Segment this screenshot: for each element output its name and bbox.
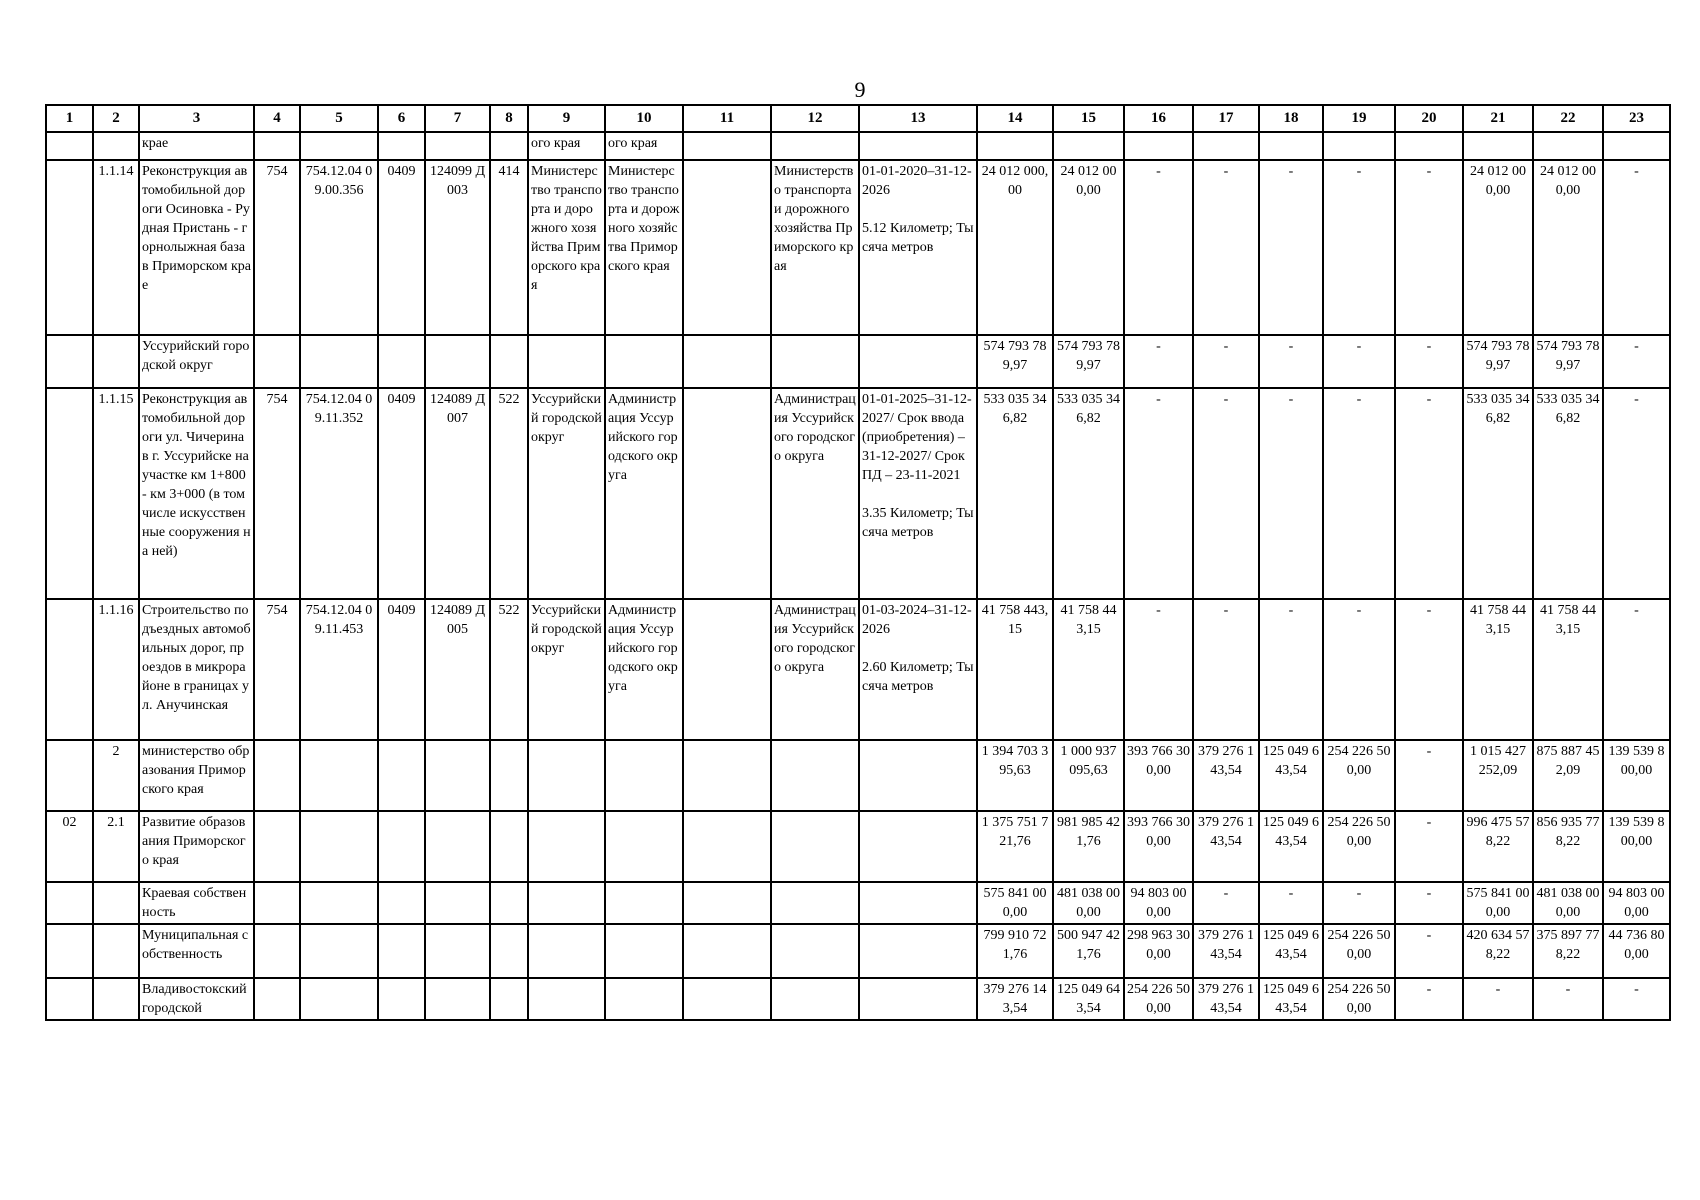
cell-col-2 (93, 978, 139, 1020)
cell-col-6 (378, 978, 425, 1020)
cell-col-9 (528, 882, 605, 924)
cell-col-6 (378, 882, 425, 924)
cell-col-13 (859, 978, 977, 1020)
cell-col-23: - (1603, 978, 1670, 1020)
cell-col-15: 574 793 789,97 (1053, 335, 1124, 388)
cell-col-21: 533 035 346,82 (1463, 388, 1533, 599)
cell-col-19: 254 226 500,00 (1323, 740, 1395, 811)
cell-col-13: 01-01-2025–31-12-2027/ Срок ввода (приобретения) – 31-12-2027/ Срок ПД – 23-11-2021 3.35 Километр; Тысяча метров (859, 388, 977, 599)
cell-col-11 (683, 335, 771, 388)
cell-col-18: 125 049 643,54 (1259, 978, 1323, 1020)
cell-col-12 (771, 740, 859, 811)
cell-col-4 (254, 132, 300, 160)
cell-col-4: 754 (254, 388, 300, 599)
cell-col-5 (300, 924, 378, 978)
cell-col-11 (683, 132, 771, 160)
column-header-19: 19 (1323, 105, 1395, 132)
cell-col-3: Строительство подъездных автомобильных дорог, проездов в микрорайоне в границах ул. Анучинская (139, 599, 254, 740)
cell-col-14: 575 841 000,00 (977, 882, 1053, 924)
cell-col-16: 393 766 300,00 (1124, 811, 1193, 882)
cell-col-7 (425, 978, 490, 1020)
cell-col-23: - (1603, 388, 1670, 599)
cell-col-5 (300, 811, 378, 882)
cell-col-18: - (1259, 335, 1323, 388)
cell-col-2 (93, 132, 139, 160)
cell-col-11 (683, 882, 771, 924)
table-row (46, 160, 1670, 335)
cell-col-2 (93, 335, 139, 388)
cell-col-18: 125 049 643,54 (1259, 740, 1323, 811)
cell-col-1 (46, 160, 93, 335)
cell-col-9 (528, 811, 605, 882)
cell-col-20: - (1395, 335, 1463, 388)
cell-col-14: 1 375 751 721,76 (977, 811, 1053, 882)
cell-col-7 (425, 740, 490, 811)
column-header-1: 1 (46, 105, 93, 132)
cell-col-14: 41 758 443,15 (977, 599, 1053, 740)
column-header-16: 16 (1124, 105, 1193, 132)
cell-col-10: Администрация Уссурийского городского округа (605, 599, 683, 740)
cell-col-20: - (1395, 882, 1463, 924)
cell-col-21: 574 793 789,97 (1463, 335, 1533, 388)
cell-col-19: - (1323, 388, 1395, 599)
cell-col-17: 379 276 143,54 (1193, 924, 1259, 978)
cell-col-1 (46, 740, 93, 811)
cell-col-16: 94 803 000,00 (1124, 882, 1193, 924)
cell-col-8 (490, 924, 528, 978)
cell-col-21: 996 475 578,22 (1463, 811, 1533, 882)
cell-col-8 (490, 740, 528, 811)
cell-col-5 (300, 882, 378, 924)
cell-col-23: - (1603, 599, 1670, 740)
cell-col-23 (1603, 132, 1670, 160)
cell-col-11 (683, 811, 771, 882)
cell-col-16: 254 226 500,00 (1124, 978, 1193, 1020)
cell-col-22 (1533, 132, 1603, 160)
cell-col-10 (605, 335, 683, 388)
cell-col-23: - (1603, 335, 1670, 388)
cell-col-10 (605, 811, 683, 882)
cell-col-23: 94 803 000,00 (1603, 882, 1670, 924)
cell-col-2 (93, 882, 139, 924)
cell-col-23: 44 736 800,00 (1603, 924, 1670, 978)
cell-col-1: 02 (46, 811, 93, 882)
cell-col-1 (46, 335, 93, 388)
cell-col-21: 575 841 000,00 (1463, 882, 1533, 924)
cell-col-9: ого края (528, 132, 605, 160)
cell-col-17: 379 276 143,54 (1193, 811, 1259, 882)
cell-col-9: Уссурийский городской округ (528, 388, 605, 599)
column-header-10: 10 (605, 105, 683, 132)
cell-col-18: - (1259, 388, 1323, 599)
cell-col-6 (378, 924, 425, 978)
cell-col-16: - (1124, 388, 1193, 599)
table-row (46, 599, 1670, 740)
cell-col-21: 24 012 000,00 (1463, 160, 1533, 335)
table-row (46, 882, 1670, 924)
cell-col-22: 875 887 452,09 (1533, 740, 1603, 811)
cell-col-8 (490, 811, 528, 882)
table-row (46, 978, 1670, 1020)
cell-col-14: 24 012 000,00 (977, 160, 1053, 335)
cell-col-12 (771, 335, 859, 388)
cell-col-5: 754.12.04 09.11.453 (300, 599, 378, 740)
column-header-11: 11 (683, 105, 771, 132)
cell-col-12: Министерство транспорта и дорожного хозяйства Приморского края (771, 160, 859, 335)
table-row (46, 740, 1670, 811)
budget-table (45, 104, 1671, 1021)
cell-col-17: 379 276 143,54 (1193, 740, 1259, 811)
cell-col-18: 125 049 643,54 (1259, 924, 1323, 978)
cell-col-1 (46, 924, 93, 978)
cell-col-23: 139 539 800,00 (1603, 740, 1670, 811)
cell-col-9 (528, 924, 605, 978)
cell-col-8 (490, 882, 528, 924)
cell-col-21: - (1463, 978, 1533, 1020)
cell-col-17: - (1193, 160, 1259, 335)
cell-col-1 (46, 882, 93, 924)
cell-col-14: 574 793 789,97 (977, 335, 1053, 388)
cell-col-18: 125 049 643,54 (1259, 811, 1323, 882)
cell-col-22: 574 793 789,97 (1533, 335, 1603, 388)
cell-col-15: 481 038 000,00 (1053, 882, 1124, 924)
cell-col-19: 254 226 500,00 (1323, 978, 1395, 1020)
column-header-15: 15 (1053, 105, 1124, 132)
cell-col-4: 754 (254, 160, 300, 335)
cell-col-6 (378, 740, 425, 811)
cell-col-22: 533 035 346,82 (1533, 388, 1603, 599)
cell-col-7: 124089 Д007 (425, 388, 490, 599)
cell-col-23: 139 539 800,00 (1603, 811, 1670, 882)
cell-col-17: - (1193, 335, 1259, 388)
cell-col-20: - (1395, 740, 1463, 811)
column-header-18: 18 (1259, 105, 1323, 132)
cell-col-2: 2 (93, 740, 139, 811)
cell-col-15 (1053, 132, 1124, 160)
cell-col-15: 533 035 346,82 (1053, 388, 1124, 599)
cell-col-3: Уссурийский городской округ (139, 335, 254, 388)
cell-col-22: 481 038 000,00 (1533, 882, 1603, 924)
cell-col-10 (605, 882, 683, 924)
cell-col-13: 01-03-2024–31-12-2026 2.60 Километр; Тысяча метров (859, 599, 977, 740)
cell-col-8: 522 (490, 599, 528, 740)
cell-col-5 (300, 740, 378, 811)
cell-col-23: - (1603, 160, 1670, 335)
column-header-9: 9 (528, 105, 605, 132)
cell-col-3: министерство образования Приморского края (139, 740, 254, 811)
cell-col-19: - (1323, 335, 1395, 388)
cell-col-13 (859, 132, 977, 160)
cell-col-12 (771, 924, 859, 978)
cell-col-21 (1463, 132, 1533, 160)
cell-col-20: - (1395, 978, 1463, 1020)
cell-col-19: - (1323, 882, 1395, 924)
cell-col-1 (46, 599, 93, 740)
cell-col-12 (771, 978, 859, 1020)
cell-col-10: Администрация Уссурийского городского округа (605, 388, 683, 599)
column-header-4: 4 (254, 105, 300, 132)
cell-col-15: 41 758 443,15 (1053, 599, 1124, 740)
cell-col-13 (859, 924, 977, 978)
cell-col-2: 1.1.15 (93, 388, 139, 599)
cell-col-12: Администрация Уссурийского городского округа (771, 388, 859, 599)
cell-col-22: 24 012 000,00 (1533, 160, 1603, 335)
cell-col-3: Краевая собственность (139, 882, 254, 924)
column-header-8: 8 (490, 105, 528, 132)
cell-col-13 (859, 811, 977, 882)
column-header-21: 21 (1463, 105, 1533, 132)
cell-col-17: 379 276 143,54 (1193, 978, 1259, 1020)
cell-col-2: 2.1 (93, 811, 139, 882)
cell-col-4 (254, 811, 300, 882)
cell-col-22: 375 897 778,22 (1533, 924, 1603, 978)
cell-col-12 (771, 811, 859, 882)
column-header-7: 7 (425, 105, 490, 132)
header-row (46, 105, 1670, 132)
cell-col-9 (528, 978, 605, 1020)
cell-col-21: 1 015 427 252,09 (1463, 740, 1533, 811)
cell-col-4 (254, 924, 300, 978)
cell-col-13 (859, 335, 977, 388)
cell-col-15: 24 012 000,00 (1053, 160, 1124, 335)
table-row (46, 811, 1670, 882)
cell-col-16: 393 766 300,00 (1124, 740, 1193, 811)
table-row (46, 388, 1670, 599)
cell-col-22: - (1533, 978, 1603, 1020)
cell-col-7 (425, 882, 490, 924)
cell-col-6: 0409 (378, 388, 425, 599)
table-body (46, 132, 1670, 1020)
cell-col-20: - (1395, 388, 1463, 599)
cell-col-17: - (1193, 599, 1259, 740)
cell-col-19: 254 226 500,00 (1323, 924, 1395, 978)
cell-col-12: Администрация Уссурийского городского округа (771, 599, 859, 740)
cell-col-13: 01-01-2020–31-12-2026 5.12 Километр; Тысяча метров (859, 160, 977, 335)
column-header-20: 20 (1395, 105, 1463, 132)
cell-col-15: 500 947 421,76 (1053, 924, 1124, 978)
page-number: 9 (854, 77, 866, 102)
cell-col-11 (683, 740, 771, 811)
cell-col-3: крае (139, 132, 254, 160)
cell-col-17 (1193, 132, 1259, 160)
cell-col-8: 522 (490, 388, 528, 599)
cell-col-12 (771, 882, 859, 924)
cell-col-11 (683, 924, 771, 978)
cell-col-6 (378, 335, 425, 388)
cell-col-9 (528, 335, 605, 388)
cell-col-15: 125 049 643,54 (1053, 978, 1124, 1020)
cell-col-2: 1.1.14 (93, 160, 139, 335)
cell-col-1 (46, 132, 93, 160)
cell-col-5 (300, 978, 378, 1020)
column-header-22: 22 (1533, 105, 1603, 132)
cell-col-6: 0409 (378, 599, 425, 740)
cell-col-3: Развитие образования Приморского края (139, 811, 254, 882)
cell-col-7 (425, 132, 490, 160)
cell-col-19: 254 226 500,00 (1323, 811, 1395, 882)
cell-col-5 (300, 132, 378, 160)
cell-col-8 (490, 335, 528, 388)
cell-col-8: 414 (490, 160, 528, 335)
cell-col-3: Муниципальная собственность (139, 924, 254, 978)
table-row (46, 132, 1670, 160)
cell-col-1 (46, 388, 93, 599)
cell-col-3: Владивостокский городской (139, 978, 254, 1020)
column-header-23: 23 (1603, 105, 1670, 132)
cell-col-19 (1323, 132, 1395, 160)
cell-col-12 (771, 132, 859, 160)
cell-col-14: 799 910 721,76 (977, 924, 1053, 978)
cell-col-10 (605, 924, 683, 978)
cell-col-10: Министерство транспорта и дорожного хозяйства Приморского края (605, 160, 683, 335)
cell-col-21: 41 758 443,15 (1463, 599, 1533, 740)
cell-col-4: 754 (254, 599, 300, 740)
cell-col-10 (605, 978, 683, 1020)
cell-col-18: - (1259, 882, 1323, 924)
cell-col-15: 1 000 937 095,63 (1053, 740, 1124, 811)
cell-col-20: - (1395, 160, 1463, 335)
cell-col-19: - (1323, 160, 1395, 335)
cell-col-6: 0409 (378, 160, 425, 335)
column-header-14: 14 (977, 105, 1053, 132)
cell-col-16: - (1124, 335, 1193, 388)
cell-col-10 (605, 740, 683, 811)
cell-col-17: - (1193, 882, 1259, 924)
column-header-17: 17 (1193, 105, 1259, 132)
cell-col-9 (528, 740, 605, 811)
cell-col-22: 856 935 778,22 (1533, 811, 1603, 882)
cell-col-16: 298 963 300,00 (1124, 924, 1193, 978)
cell-col-4 (254, 335, 300, 388)
cell-col-20: - (1395, 599, 1463, 740)
column-header-12: 12 (771, 105, 859, 132)
cell-col-2 (93, 924, 139, 978)
cell-col-7: 124099 Д003 (425, 160, 490, 335)
cell-col-11 (683, 599, 771, 740)
column-header-3: 3 (139, 105, 254, 132)
column-header-5: 5 (300, 105, 378, 132)
cell-col-7 (425, 335, 490, 388)
cell-col-20: - (1395, 811, 1463, 882)
cell-col-17: - (1193, 388, 1259, 599)
cell-col-19: - (1323, 599, 1395, 740)
table-row (46, 924, 1670, 978)
cell-col-15: 981 985 421,76 (1053, 811, 1124, 882)
cell-col-11 (683, 388, 771, 599)
cell-col-11 (683, 160, 771, 335)
cell-col-11 (683, 978, 771, 1020)
cell-col-3: Реконструкция автомобильной дороги ул. Чичерина в г. Уссурийске на участке км 1+800 - км 3+000 (в том числе искусственные сооружения на ней) (139, 388, 254, 599)
cell-col-16 (1124, 132, 1193, 160)
cell-col-1 (46, 978, 93, 1020)
cell-col-5: 754.12.04 09.11.352 (300, 388, 378, 599)
cell-col-22: 41 758 443,15 (1533, 599, 1603, 740)
cell-col-20 (1395, 132, 1463, 160)
cell-col-6 (378, 132, 425, 160)
cell-col-13 (859, 740, 977, 811)
cell-col-14: 1 394 703 395,63 (977, 740, 1053, 811)
cell-col-6 (378, 811, 425, 882)
cell-col-16: - (1124, 599, 1193, 740)
cell-col-9: Уссурийский городской округ (528, 599, 605, 740)
column-header-13: 13 (859, 105, 977, 132)
cell-col-18 (1259, 132, 1323, 160)
cell-col-5 (300, 335, 378, 388)
cell-col-18: - (1259, 599, 1323, 740)
column-header-2: 2 (93, 105, 139, 132)
cell-col-13 (859, 882, 977, 924)
cell-col-16: - (1124, 160, 1193, 335)
cell-col-7 (425, 924, 490, 978)
cell-col-14: 533 035 346,82 (977, 388, 1053, 599)
cell-col-18: - (1259, 160, 1323, 335)
cell-col-4 (254, 978, 300, 1020)
cell-col-14 (977, 132, 1053, 160)
cell-col-4 (254, 740, 300, 811)
cell-col-8 (490, 132, 528, 160)
cell-col-21: 420 634 578,22 (1463, 924, 1533, 978)
cell-col-4 (254, 882, 300, 924)
column-header-6: 6 (378, 105, 425, 132)
cell-col-2: 1.1.16 (93, 599, 139, 740)
cell-col-14: 379 276 143,54 (977, 978, 1053, 1020)
cell-col-7: 124089 Д005 (425, 599, 490, 740)
cell-col-20: - (1395, 924, 1463, 978)
cell-col-7 (425, 811, 490, 882)
cell-col-3: Реконструкция автомобильной дороги Осиновка - Рудная Пристань - горнолыжная база в Приморском крае (139, 160, 254, 335)
cell-col-10: ого края (605, 132, 683, 160)
cell-col-9: Министерство транспорта и дорожного хозяйства Приморского края (528, 160, 605, 335)
cell-col-8 (490, 978, 528, 1020)
cell-col-5: 754.12.04 09.00.356 (300, 160, 378, 335)
table-row (46, 335, 1670, 388)
